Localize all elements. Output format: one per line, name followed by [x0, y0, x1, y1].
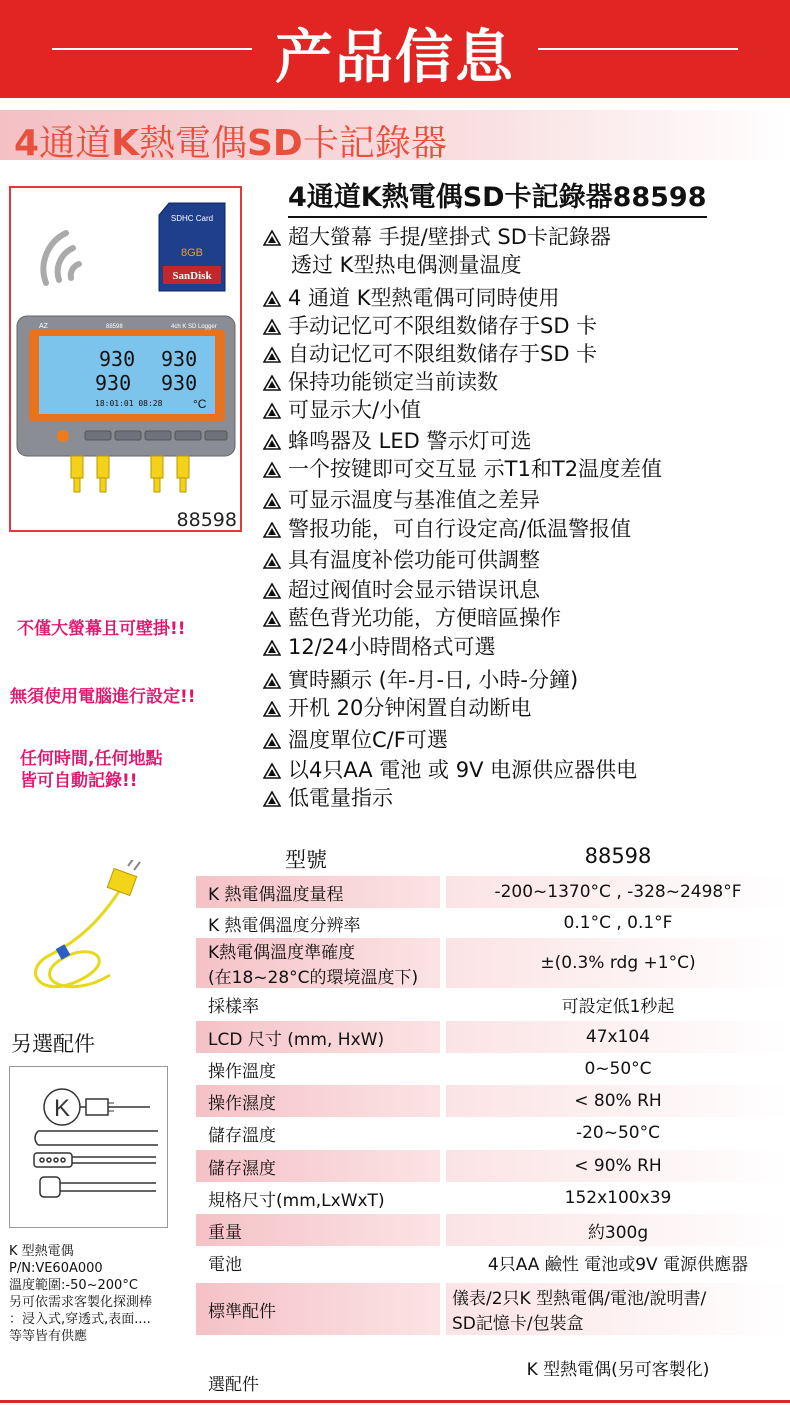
warning-triangle-icon — [263, 434, 281, 450]
spec-label: 操作溫度 — [208, 1061, 276, 1082]
wireless-icon — [43, 233, 79, 283]
spec-row — [196, 990, 790, 1018]
spec-label: 標準配件 — [196, 1283, 440, 1335]
feature-item — [263, 633, 496, 661]
probe-info-line: 溫度範圍:-50~200°C — [9, 1278, 138, 1293]
svg-text:AZ: AZ — [39, 323, 48, 330]
feature-text: 溫度單位C/F可選 — [288, 728, 448, 752]
feature-item — [263, 756, 637, 784]
feature-item — [263, 284, 559, 312]
feature-text: 透过 K型热电偶测量温度 — [291, 253, 522, 277]
feature-item — [263, 694, 531, 722]
svg-text:930: 930 — [161, 371, 198, 395]
probe-info-line: P/N:VE60A000 — [9, 1261, 103, 1276]
side-note: 皆可自動記錄!! — [20, 771, 138, 791]
feature-text: 超过阀值时会显示错误讯息 — [288, 578, 540, 602]
spec-value: K 型熱電偶(另可客製化) — [526, 1360, 710, 1380]
feature-item — [263, 340, 597, 368]
probe-info-line: K 型熱電偶 — [9, 1244, 74, 1259]
warning-triangle-icon — [263, 583, 281, 599]
svg-text:88598: 88598 — [106, 324, 123, 330]
spec-row — [196, 1283, 790, 1335]
bottom-rule — [0, 1400, 790, 1403]
svg-text:930: 930 — [95, 371, 132, 395]
warning-triangle-icon — [263, 640, 281, 656]
warning-triangle-icon — [263, 791, 281, 807]
feature-item — [263, 666, 578, 694]
feature-text: 警报功能，可自行设定高/低温警报值 — [288, 517, 632, 541]
feature-text: 手动记忆可不限组数储存于SD 卡 — [288, 314, 598, 338]
spec-value: < 80% RH — [446, 1085, 790, 1117]
spec-value: 0.1°C , 0.1°F — [563, 913, 673, 933]
probe-info-line: 等等皆有供應 — [9, 1329, 88, 1344]
spec-row — [196, 1150, 790, 1182]
feature-item — [263, 223, 611, 251]
svg-text:SDHC Card: SDHC Card — [170, 214, 214, 223]
feature-text: 可显示温度与基准值之差异 — [288, 488, 540, 512]
spec-label: 儲存濕度 — [196, 1150, 440, 1182]
feature-item — [263, 455, 662, 483]
warning-triangle-icon — [263, 462, 281, 478]
product-title: 4通道K熱電偶SD卡記錄器88598 — [288, 175, 707, 218]
spec-row — [196, 1182, 790, 1214]
subhead-bar — [0, 110, 790, 164]
feature-text: 蜂鸣器及 LED 警示灯可选 — [288, 429, 532, 453]
svg-text:18:01:01 08:28: 18:01:01 08:28 — [95, 399, 163, 408]
spec-row — [196, 1053, 790, 1085]
warning-triangle-icon — [263, 230, 281, 246]
model-label: 88598 — [176, 509, 237, 530]
accessory-title: 另選配件 — [11, 1032, 95, 1056]
warning-triangle-icon — [263, 522, 281, 538]
spec-value: ±(0.3% rdg +1°C) — [446, 938, 790, 988]
banner-title: 产品信息 — [274, 23, 515, 91]
feature-item — [263, 486, 540, 514]
feature-text: 12/24小時間格式可選 — [288, 635, 496, 659]
svg-text:SanDisk: SanDisk — [172, 270, 212, 282]
spec-label: 儲存溫度 — [208, 1125, 276, 1146]
spec-value: 可設定低1秒起 — [561, 996, 675, 1017]
connector-icons — [71, 456, 189, 492]
spec-label: 採樣率 — [208, 996, 259, 1017]
warning-triangle-icon — [263, 403, 281, 419]
probe-info — [9, 1243, 152, 1345]
spec-value: < 90% RH — [446, 1150, 790, 1182]
spec-label: 電池 — [208, 1254, 242, 1275]
subhead-title: 4通道K熱電偶SD卡記錄器 — [14, 123, 447, 164]
probe-info-line: 另可依需求客製化探測棒 — [9, 1295, 153, 1310]
side-note: 不僅大螢幕且可壁掛!! — [17, 619, 186, 639]
spec-row — [196, 876, 790, 908]
spec-label: 重量 — [196, 1214, 440, 1246]
feature-item — [263, 576, 540, 604]
spec-header-label: 型號 — [285, 848, 327, 872]
spec-value: -200~1370°C , -328~2498°F — [446, 876, 790, 908]
side-note: 無須使用電腦進行設定!! — [10, 687, 196, 707]
spec-value: 47x104 — [446, 1021, 790, 1053]
probe-image-box — [9, 1066, 168, 1228]
feature-item — [263, 368, 498, 396]
warning-triangle-icon — [263, 733, 281, 749]
warning-triangle-icon — [263, 763, 281, 779]
feature-text: 藍色背光功能，方便暗區操作 — [288, 606, 561, 630]
warning-triangle-icon — [263, 701, 281, 717]
svg-text:930: 930 — [99, 347, 136, 371]
feature-text: 保持功能锁定当前读数 — [288, 370, 498, 394]
spec-label: 選配件 — [208, 1375, 259, 1395]
sd-card-icon — [159, 203, 225, 291]
probe-surface-icon — [34, 1153, 156, 1167]
warning-triangle-icon — [263, 319, 281, 335]
spec-label: LCD 尺寸 (mm, HxW) — [196, 1021, 440, 1053]
probe-illustration — [10, 1067, 167, 1227]
feature-text: 开机 20分钟闲置自动断电 — [288, 696, 532, 720]
spec-row — [196, 1355, 790, 1395]
warning-triangle-icon — [263, 553, 281, 569]
probe-tip-icon — [35, 1131, 158, 1145]
svg-text:K: K — [53, 1095, 71, 1122]
feature-item — [263, 251, 521, 279]
feature-text: 實時顯示 (年-月-日, 小時-分鐘) — [288, 668, 579, 692]
feature-item — [263, 312, 597, 340]
feature-item — [263, 515, 631, 543]
spec-row — [196, 1085, 790, 1117]
probe-info-line: ：浸入式,穿透式,表面.... — [9, 1312, 151, 1327]
feature-item — [263, 604, 561, 632]
device-body — [17, 316, 235, 456]
spec-label: 操作濕度 — [196, 1085, 440, 1117]
warning-triangle-icon — [263, 611, 281, 627]
feature-item — [263, 784, 393, 812]
spec-row — [196, 1117, 790, 1149]
warning-triangle-icon — [263, 673, 281, 689]
feature-text: 以4只AA 電池 或 9V 电源供应器供电 — [288, 758, 638, 782]
spec-value: 0~50°C — [584, 1059, 652, 1079]
side-note: 任何時間,任何地點 — [20, 749, 163, 769]
svg-text:930: 930 — [161, 347, 198, 371]
spec-row — [196, 1214, 790, 1246]
spec-value: 4只AA 鹼性 電池或9V 電源供應器 — [487, 1254, 749, 1275]
feature-text: 自动记忆可不限组数储存于SD 卡 — [288, 342, 598, 366]
feature-item — [263, 726, 448, 754]
spec-value: 儀表/2只K 型熱電偶/電池/說明書/ SD記憶卡/包裝盒 — [446, 1283, 790, 1335]
warning-triangle-icon — [263, 347, 281, 363]
product-image-box — [9, 186, 242, 532]
spec-row — [196, 938, 790, 988]
spec-value: 約300g — [446, 1214, 790, 1246]
spec-label: 規格尺寸(mm,LxWxT) — [208, 1190, 385, 1211]
warning-triangle-icon — [263, 291, 281, 307]
spec-row — [196, 1246, 790, 1278]
spec-label: K 熱電偶溫度分辨率 — [208, 915, 361, 936]
thermocouple-cable-image — [10, 860, 170, 1010]
svg-text:8GB: 8GB — [181, 247, 204, 259]
feature-item — [263, 396, 421, 424]
feature-text: 可显示大/小值 — [288, 398, 422, 422]
probe-clip-icon — [40, 1177, 156, 1197]
spec-header-value: 88598 — [584, 844, 652, 868]
spec-value: 152x100x39 — [564, 1188, 672, 1208]
warning-triangle-icon — [263, 493, 281, 509]
spec-value: -20~50°C — [575, 1123, 660, 1143]
feature-text: 4 通道 K型熱電偶可同時使用 — [288, 286, 560, 310]
feature-item — [263, 427, 532, 455]
svg-text:°C: °C — [193, 397, 207, 411]
spec-label: K熱電偶溫度準確度 (在18~28°C的環境溫度下) — [196, 938, 440, 988]
svg-text:4ch K SD Logger: 4ch K SD Logger — [171, 324, 217, 330]
feature-text: 超大螢幕 手提/壁掛式 SD卡記錄器 — [288, 225, 611, 249]
spec-row — [196, 1021, 790, 1053]
spec-row — [196, 910, 790, 936]
feature-text: 一个按键即可交互显 示T1和T2温度差值 — [288, 457, 663, 481]
warning-triangle-icon — [263, 375, 281, 391]
header-banner — [0, 0, 790, 98]
feature-item — [263, 546, 540, 574]
spec-label: K 熱電偶溫度量程 — [196, 876, 440, 908]
product-illustration — [11, 188, 240, 530]
feature-text: 具有温度补偿功能可供調整 — [288, 548, 540, 572]
probe-k-icon — [44, 1089, 150, 1125]
feature-text: 低電量指示 — [288, 786, 393, 810]
